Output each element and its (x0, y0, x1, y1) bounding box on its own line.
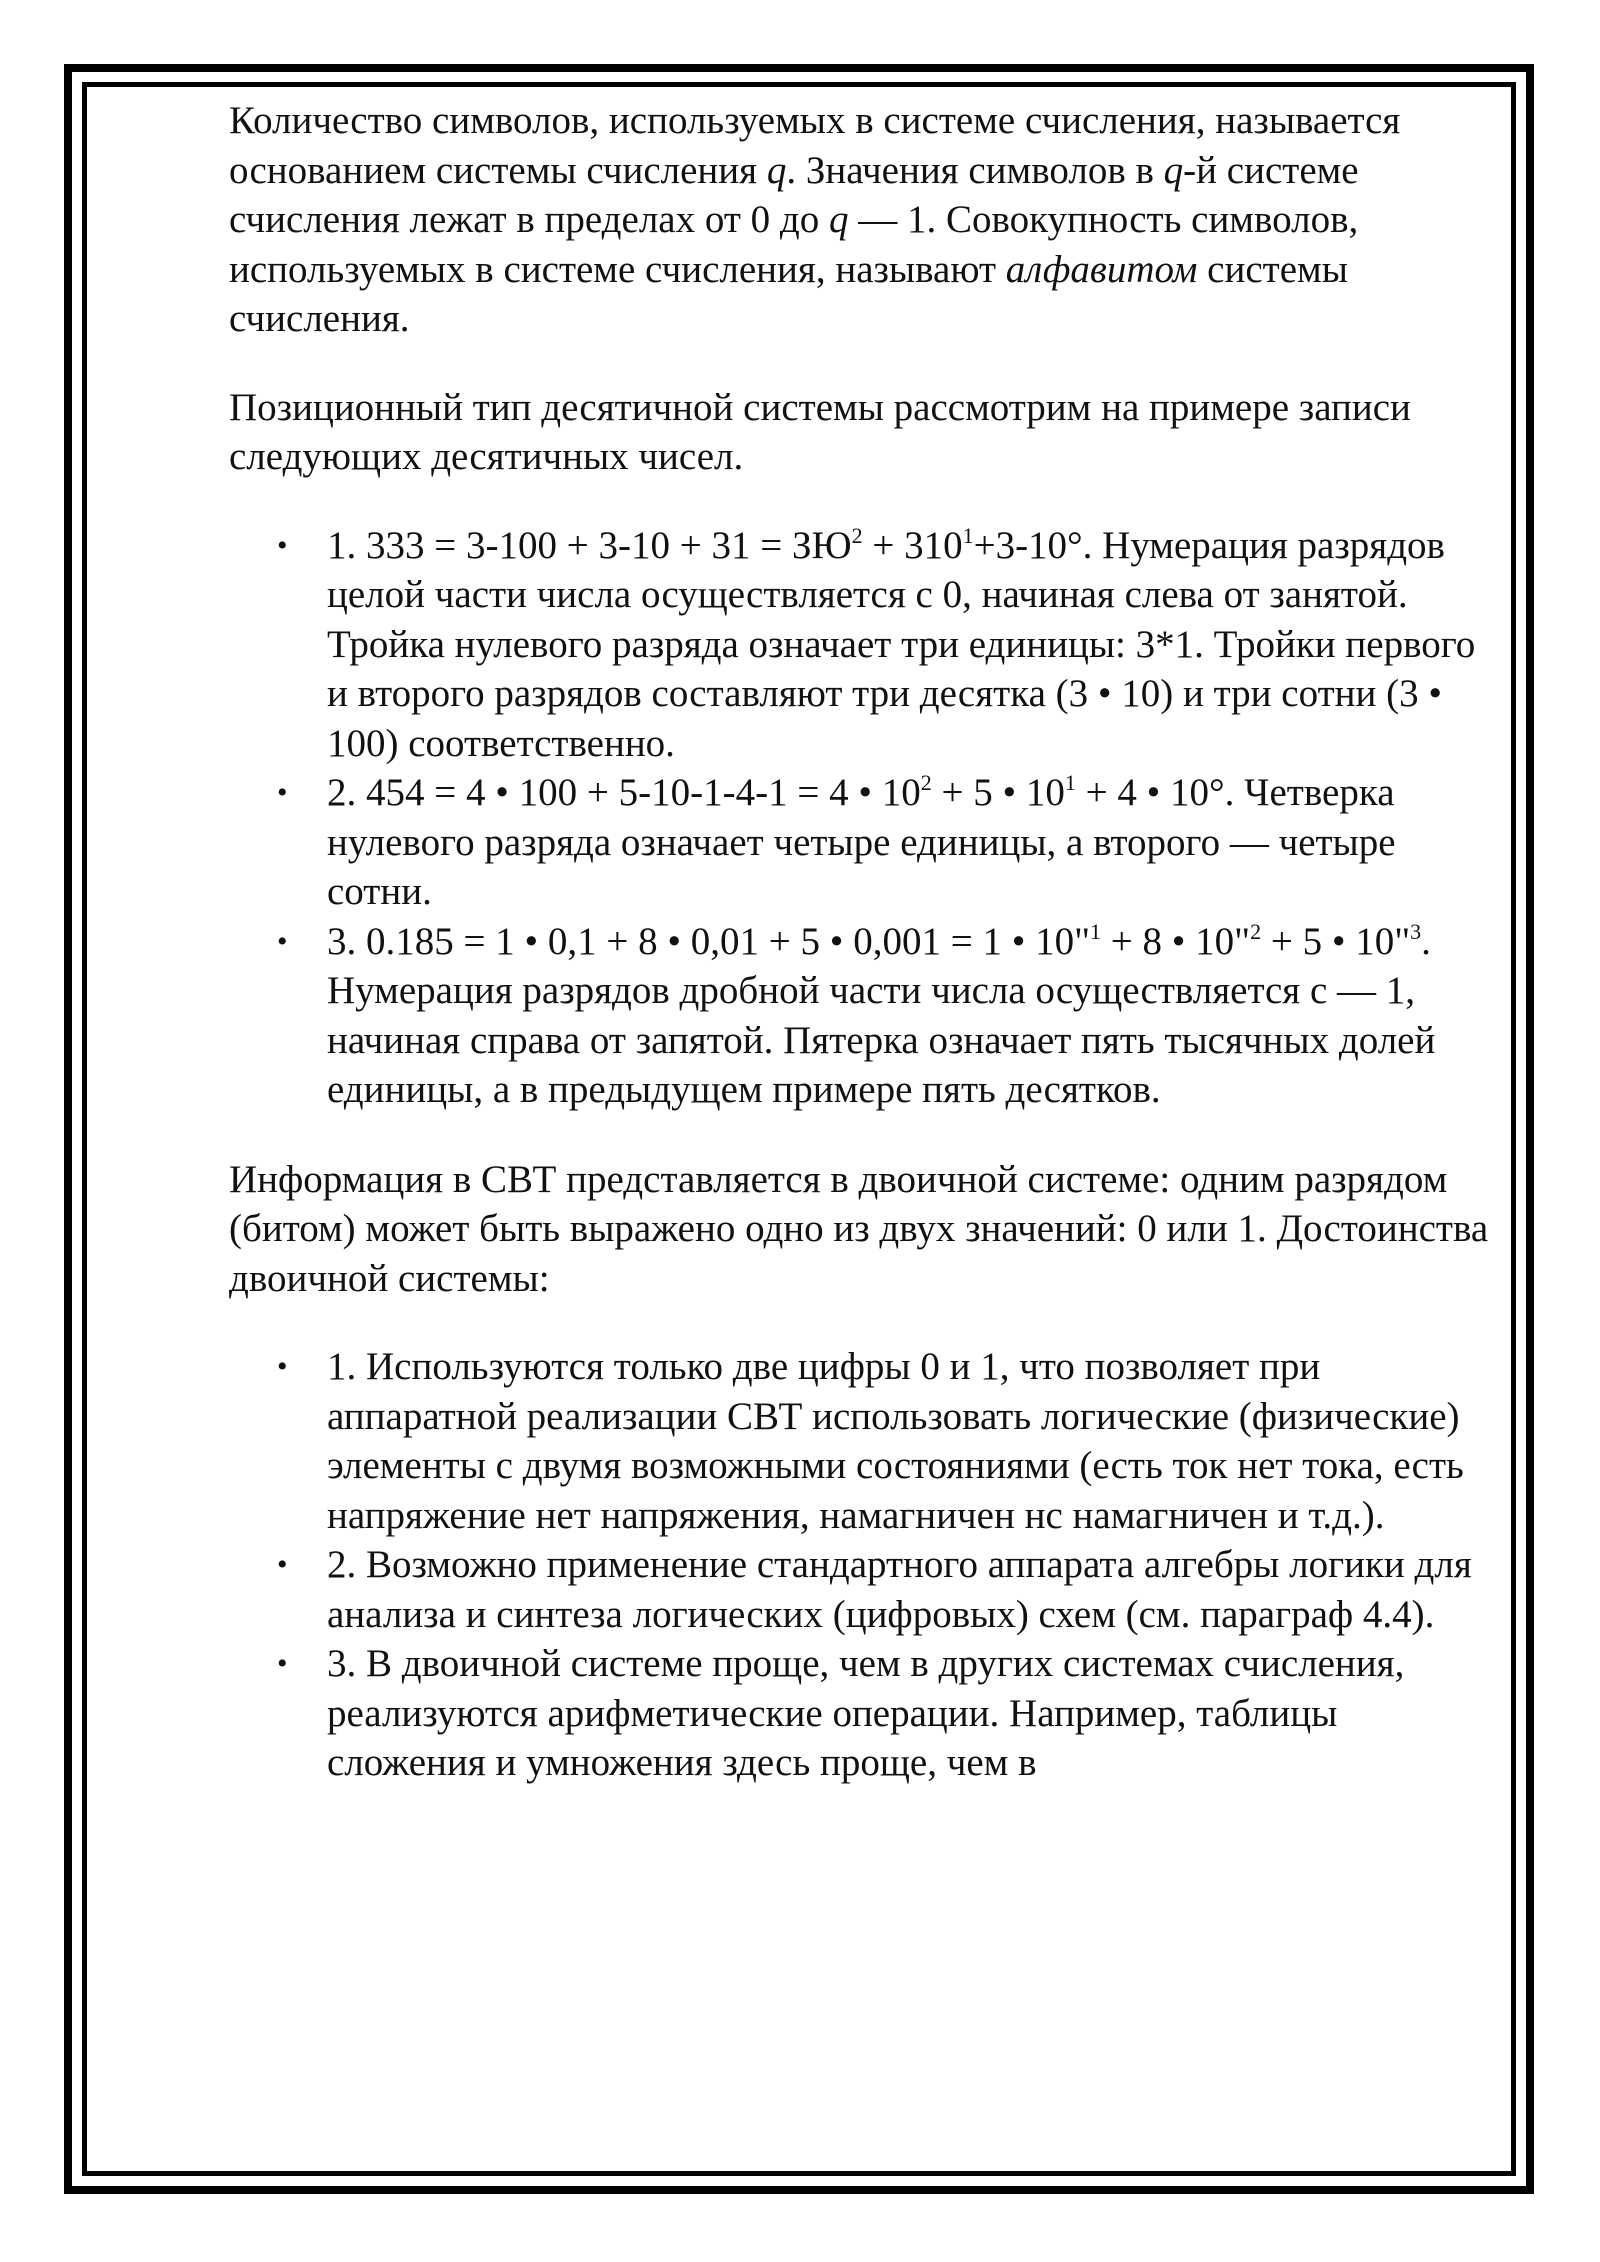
list-item-advantage-3: • 3. В двоичной системе проще, чем в других системах счисления, реализуются арифметические операции. Например, таблицы сложения и умножения здесь проще, чем в (229, 1639, 1499, 1788)
superscript: 2 (1250, 918, 1262, 944)
text-run: + 5 • 10" (1261, 919, 1411, 963)
text-run: +3-10°. Нумерация разрядов целой части числа осуществляется с 0, начиная слева от занятой. Тройка нулевого разряда означает три единицы: 3*1. Тройки первого и второго разрядов составляют три десятка (3 • 10) и три сотни (3 • 100) соответственно. (327, 523, 1476, 765)
text-run: 1. 333 = 3-100 + 3-10 + 31 = ЗЮ (327, 523, 852, 567)
document-body (229, 96, 1499, 1828)
superscript: 1 (962, 522, 974, 548)
paragraph-positional-intro: Позиционный тип десятичной системы рассмотрим на примере записи следующих десятичных чисел. (229, 385, 1411, 478)
text-run: + 5 • 10 (931, 771, 1065, 814)
text-run: . Нумерация разрядов дробной части числа осуществляется с — 1, начиная справа от запятой. Пятерка означает пять тысячных долей единицы, а в предыдущем примере пять десятков. (327, 919, 1436, 1111)
superscript: 2 (851, 522, 863, 548)
text-run: + 4 • 10°. Четверка нулевого разряда означает четыре единицы, а второго — четыре сотни. (327, 771, 1396, 913)
paragraph-base-definition (229, 96, 1499, 344)
text-run: + 8 • 10" (1101, 919, 1251, 963)
superscript: 2 (920, 770, 932, 795)
term-alphabet: алфавитом (1005, 247, 1198, 291)
list-item-example-2 (229, 768, 1499, 917)
variable-q: q (766, 148, 787, 192)
paragraph-binary-intro: Информация в СВТ представляется в двоичной системе: одним разрядом (битом) может быть выражено одно из двух значений: 0 или 1. Достоинства двоичной системы: (229, 1157, 1489, 1300)
advantages-list (229, 1342, 1499, 1788)
text-run: 2. 454 = 4 • 100 + 5-10-1-4-1 = 4 • 10 (327, 771, 921, 814)
list-item-example-3 (229, 917, 1499, 1115)
variable-q: q (828, 198, 849, 241)
list-item-advantage-2: • 2. Возможно применение стандартного аппарата алгебры логики для анализа и синтеза логических (цифровых) схем (см. параграф 4.4). (229, 1540, 1499, 1639)
superscript: 3 (1410, 918, 1422, 944)
text-run: — 1. Совокупность символов, используемых в системе счисления, называют (229, 198, 1359, 291)
text-run: Количество символов, используемых в системе счисления, называется основанием системы счисления (229, 99, 1401, 192)
variable-q: q (1163, 148, 1184, 192)
list-item-advantage-1: • 1. Используются только две цифры 0 и 1, что позволяет при аппаратной реализации СВТ использовать логические (физические) элементы с двумя возможными состояниями (есть ток нет тока, есть напряжение нет напряжения, намагничен нс намагничен и т.д.). (229, 1342, 1499, 1540)
text-run: -й системе счисления лежат в пределах от 0 до (229, 148, 1359, 241)
superscript: 1 (1090, 918, 1102, 944)
examples-list (229, 521, 1499, 1115)
text-run: 3. 0.185 = 1 • 0,1 + 8 • 0,01 + 5 • 0,001 = 1 • 10" (327, 919, 1091, 963)
list-item-example-1 (229, 521, 1499, 769)
text-run: . Значения символов в (786, 148, 1164, 192)
text-run: + 310 (862, 523, 963, 567)
text-run: системы счисления. (229, 247, 1348, 340)
superscript: 1 (1064, 770, 1076, 795)
